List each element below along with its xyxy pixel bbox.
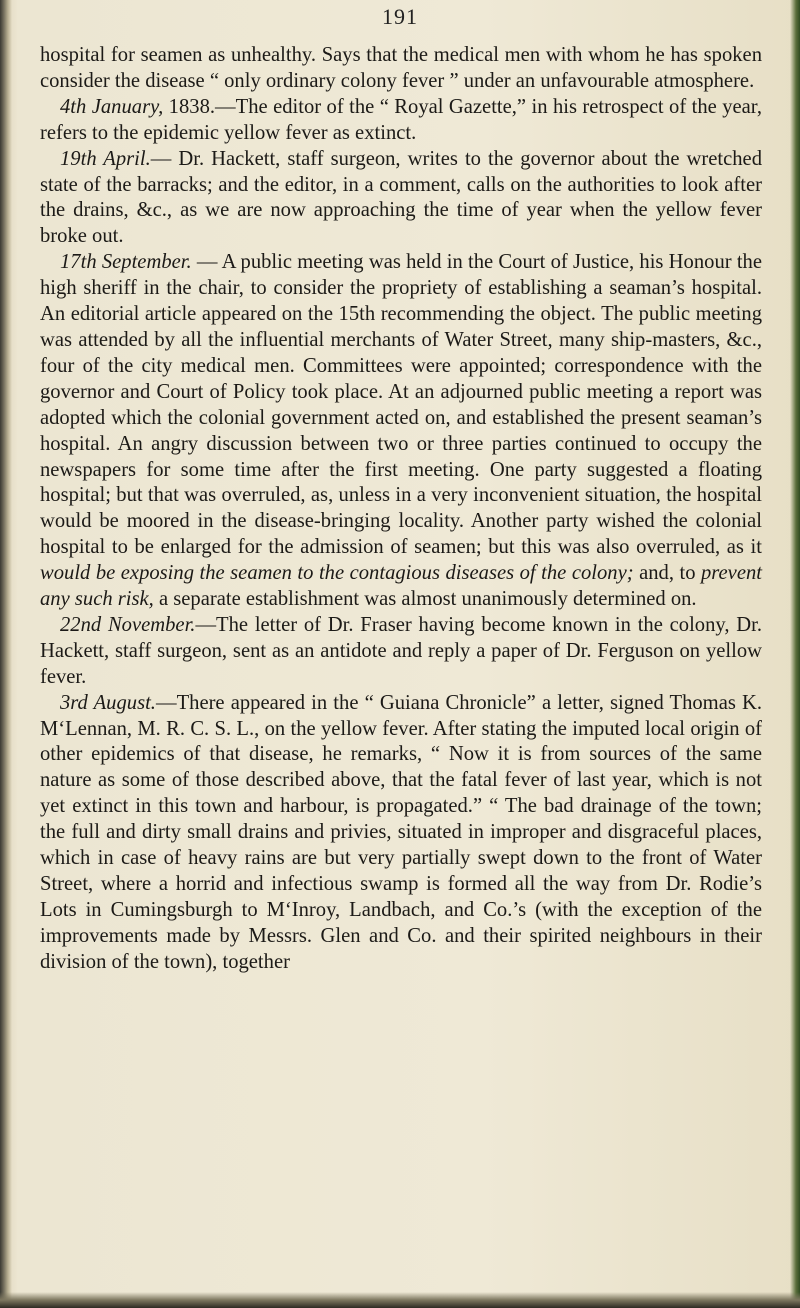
page-bottom-edge <box>0 1292 800 1308</box>
page-number: 191 <box>382 4 418 29</box>
italic-phrase: prevent any such risk, <box>40 562 762 611</box>
paragraph-text: —The letter of Dr. Fraser having become known in the colony, Dr. Hackett, staff surgeon, sent as an antidote and reply a paper of Dr. Ferguson on yellow fever. <box>40 613 762 688</box>
entry-date: 17th September. <box>60 251 192 274</box>
italic-phrase: would be exposing the seamen to the contagious diseases of the colony; <box>40 562 634 585</box>
page-right-edge <box>790 0 800 1308</box>
paragraph-text: —There appeared in the “ Guiana Chronicle” a letter, signed Thomas K. M‘Lennan, M. R. C. S. L., on the yellow fever. After stating the imputed local origin of other epidemics of that disease, he remarks, “ Now it is from sources of the same nature as some of those described above, that the fatal fever of last year, which is not yet extinct in this town and harbour, is propagated.” “ The bad drainage of the town; the full and dirty small drains and privies, situated in improper and disgraceful places, which in case of heavy rains are but very partially swept down to the front of Water Street, where a horrid and infectious swamp is formed all the way from Dr. Rodie’s Lots in Cumingsburgh to M‘Inroy, Landbach, and Co.’s (with the exception of the improvements made by Messrs. Glen and Co. and their spirited neighbours in their division of the town), together <box>40 691 762 973</box>
paragraph-text: — Dr. Hackett, staff surgeon, writes to the governor about the wretched state of the barracks; and the editor, in a comment, calls on the authorities to look after the drains, &c., as we are now approaching the time of year when the yellow fever broke out. <box>40 147 762 248</box>
page-left-shadow <box>0 0 12 1308</box>
entry-date: 4th January, <box>60 95 164 118</box>
entry-date: 19th April. <box>60 147 151 170</box>
paragraph-entry <box>40 147 762 251</box>
paragraph-entry <box>40 95 762 147</box>
entry-date: 3rd August. <box>60 691 156 714</box>
paragraph-text: — A public meeting was held in the Court of Justice, his Honour the high sheriff in the chair, to consider the propriety of establishing a seaman’s hospital. An editorial article appeared on the 15th recommending the object. The public meeting was attended by all the influential merchants of Water Street, many ship-masters, &c., four of the city medical men. Committees were appointed; correspondence with the governor and Court of Policy took place. At an adjourned public meeting a report was adopted which the colonial government acted on, and established the present seaman’s hospital. An angry discussion between two or three parties continued to occupy the newspapers for some time after the first meeting. One party suggested a floating hospital; but that was overruled, as, unless in a very inconvenient situation, the hospital would be moored in the disease-bringing locality. Another party wished the colonial hospital to be enlarged for the admission of seamen; but this was also overruled, as it <box>40 251 762 559</box>
entry-date: 22nd November. <box>60 613 196 636</box>
paragraph-text: 1838.—The editor of the “ Royal Gazette,” in his retrospect of the year, refers to the epidemic yellow fever as extinct. <box>40 95 762 144</box>
paragraph-entry <box>40 250 762 613</box>
paragraph-continuation <box>40 43 762 95</box>
body-text <box>40 43 762 976</box>
paragraph-entry <box>40 613 762 691</box>
paragraph-entry <box>40 691 762 976</box>
paragraph-text: hospital for seamen as unhealthy. Says that the medical men with whom he has spoken consider the disease “ only ordinary colony fever ” under an unfavourable atmosphere. <box>40 44 762 92</box>
paragraph-text: a separate establishment was almost unanimously determined on. <box>153 588 697 611</box>
paragraph-text: and, to <box>633 562 701 585</box>
